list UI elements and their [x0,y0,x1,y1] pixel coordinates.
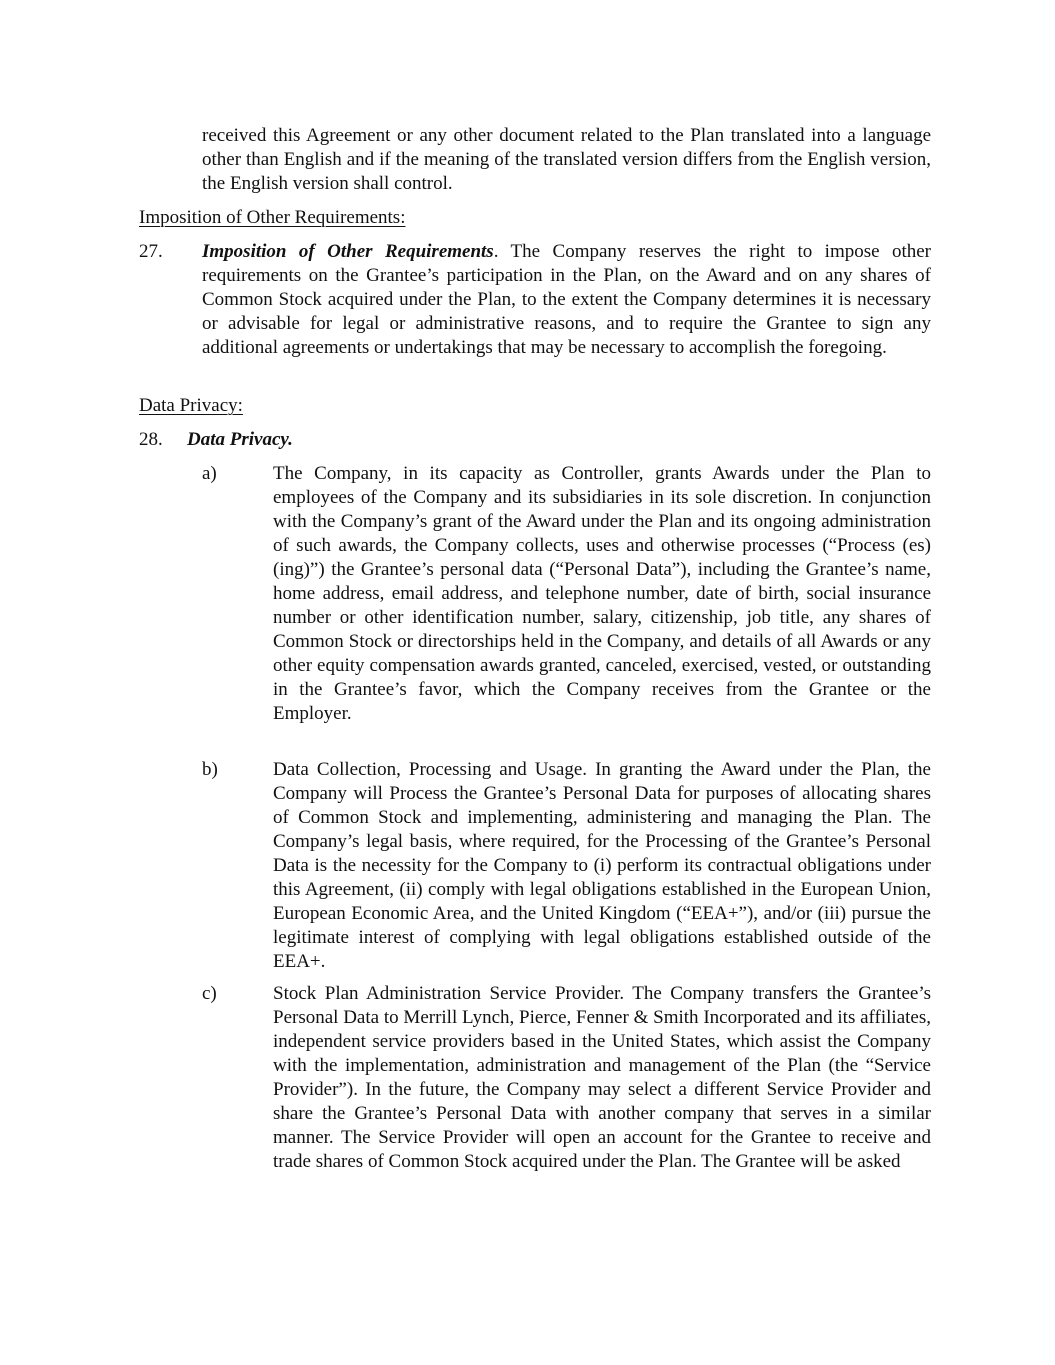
section-27-heading: Imposition of Other Requirements: [139,207,406,228]
section-27-title: Imposition of Other Requirements [202,241,494,262]
item-b-text: Data Collection, Processing and Usage. In granting the Award under the Plan, the Company will Process the Grantee’s Personal Data for purposes of allocating shares of Common Stock and implementing, administering and managing the Plan. The Company’s legal basis, where required, for the Processing of the Grantee’s Personal Data is the necessity for the Company to (i) perform its contractual obligations under this Agreement, (ii) comply with legal obligations established in the European Union, European Economic Area, and the United Kingdom (“EEA+”), and/or (iii) pursue the legitimate interest of complying with legal obligations established outside of the EEA+. [273,759,931,972]
item-c-label: c) [202,983,217,1004]
section-27-paragraph [202,240,931,360]
section-27-body: . The Company reserves the right to impose other requirements on the Grantee’s participation in the Plan, on the Award and on any shares of Common Stock acquired under the Plan, to the extent the Company determines it is necessary or advisable for legal or administrative reasons, and to require the Grantee to sign any additional agreements or undertakings that may be necessary to accomplish the foregoing. [202,241,932,358]
section-27-number: 27. [139,241,163,262]
intro-paragraph: received this Agreement or any other document related to the Plan translated into a language other than English and if the meaning of the translated version differs from the English version, the English version shall control. [202,125,931,194]
section-28-heading: Data Privacy: [139,395,243,416]
section-28-number: 28. [139,429,163,450]
item-b-label: b) [202,759,218,780]
item-c-text: Stock Plan Administration Service Provider. The Company transfers the Grantee’s Personal Data to Merrill Lynch, Pierce, Fenner & Smith Incorporated and its affiliates, independent service providers based in the United States, which assist the Company with the implementation, administration and management of the Plan (the “Service Provider”). In the future, the Company may select a different Service Provider and share the Grantee’s Personal Data with another company that serves in a similar manner. The Service Provider will open an account for the Grantee to receive and trade shares of Common Stock acquired under the Plan. The Grantee will be asked [273,983,931,1172]
section-28-title: Data Privacy. [187,429,293,450]
item-a-label: a) [202,463,217,484]
item-a-text: The Company, in its capacity as Controller, grants Awards under the Plan to employees of the Company and its subsidiaries in its sole discretion. In conjunction with the Company’s grant of the Award under the Plan and its ongoing administration of such awards, the Company collects, uses and otherwise processes (“Process (es)(ing)”) the Grantee’s personal data (“Personal Data”), including the Grantee’s name, home address, email address, and telephone number, date of birth, social insurance number or other identification number, salary, citizenship, job title, any shares of Common Stock or directorships held in the Company, and details of all Awards or any other equity compensation awards granted, canceled, exercised, vested, or outstanding in the Grantee’s favor, which the Company receives from the Grantee or the Employer. [273,463,931,724]
